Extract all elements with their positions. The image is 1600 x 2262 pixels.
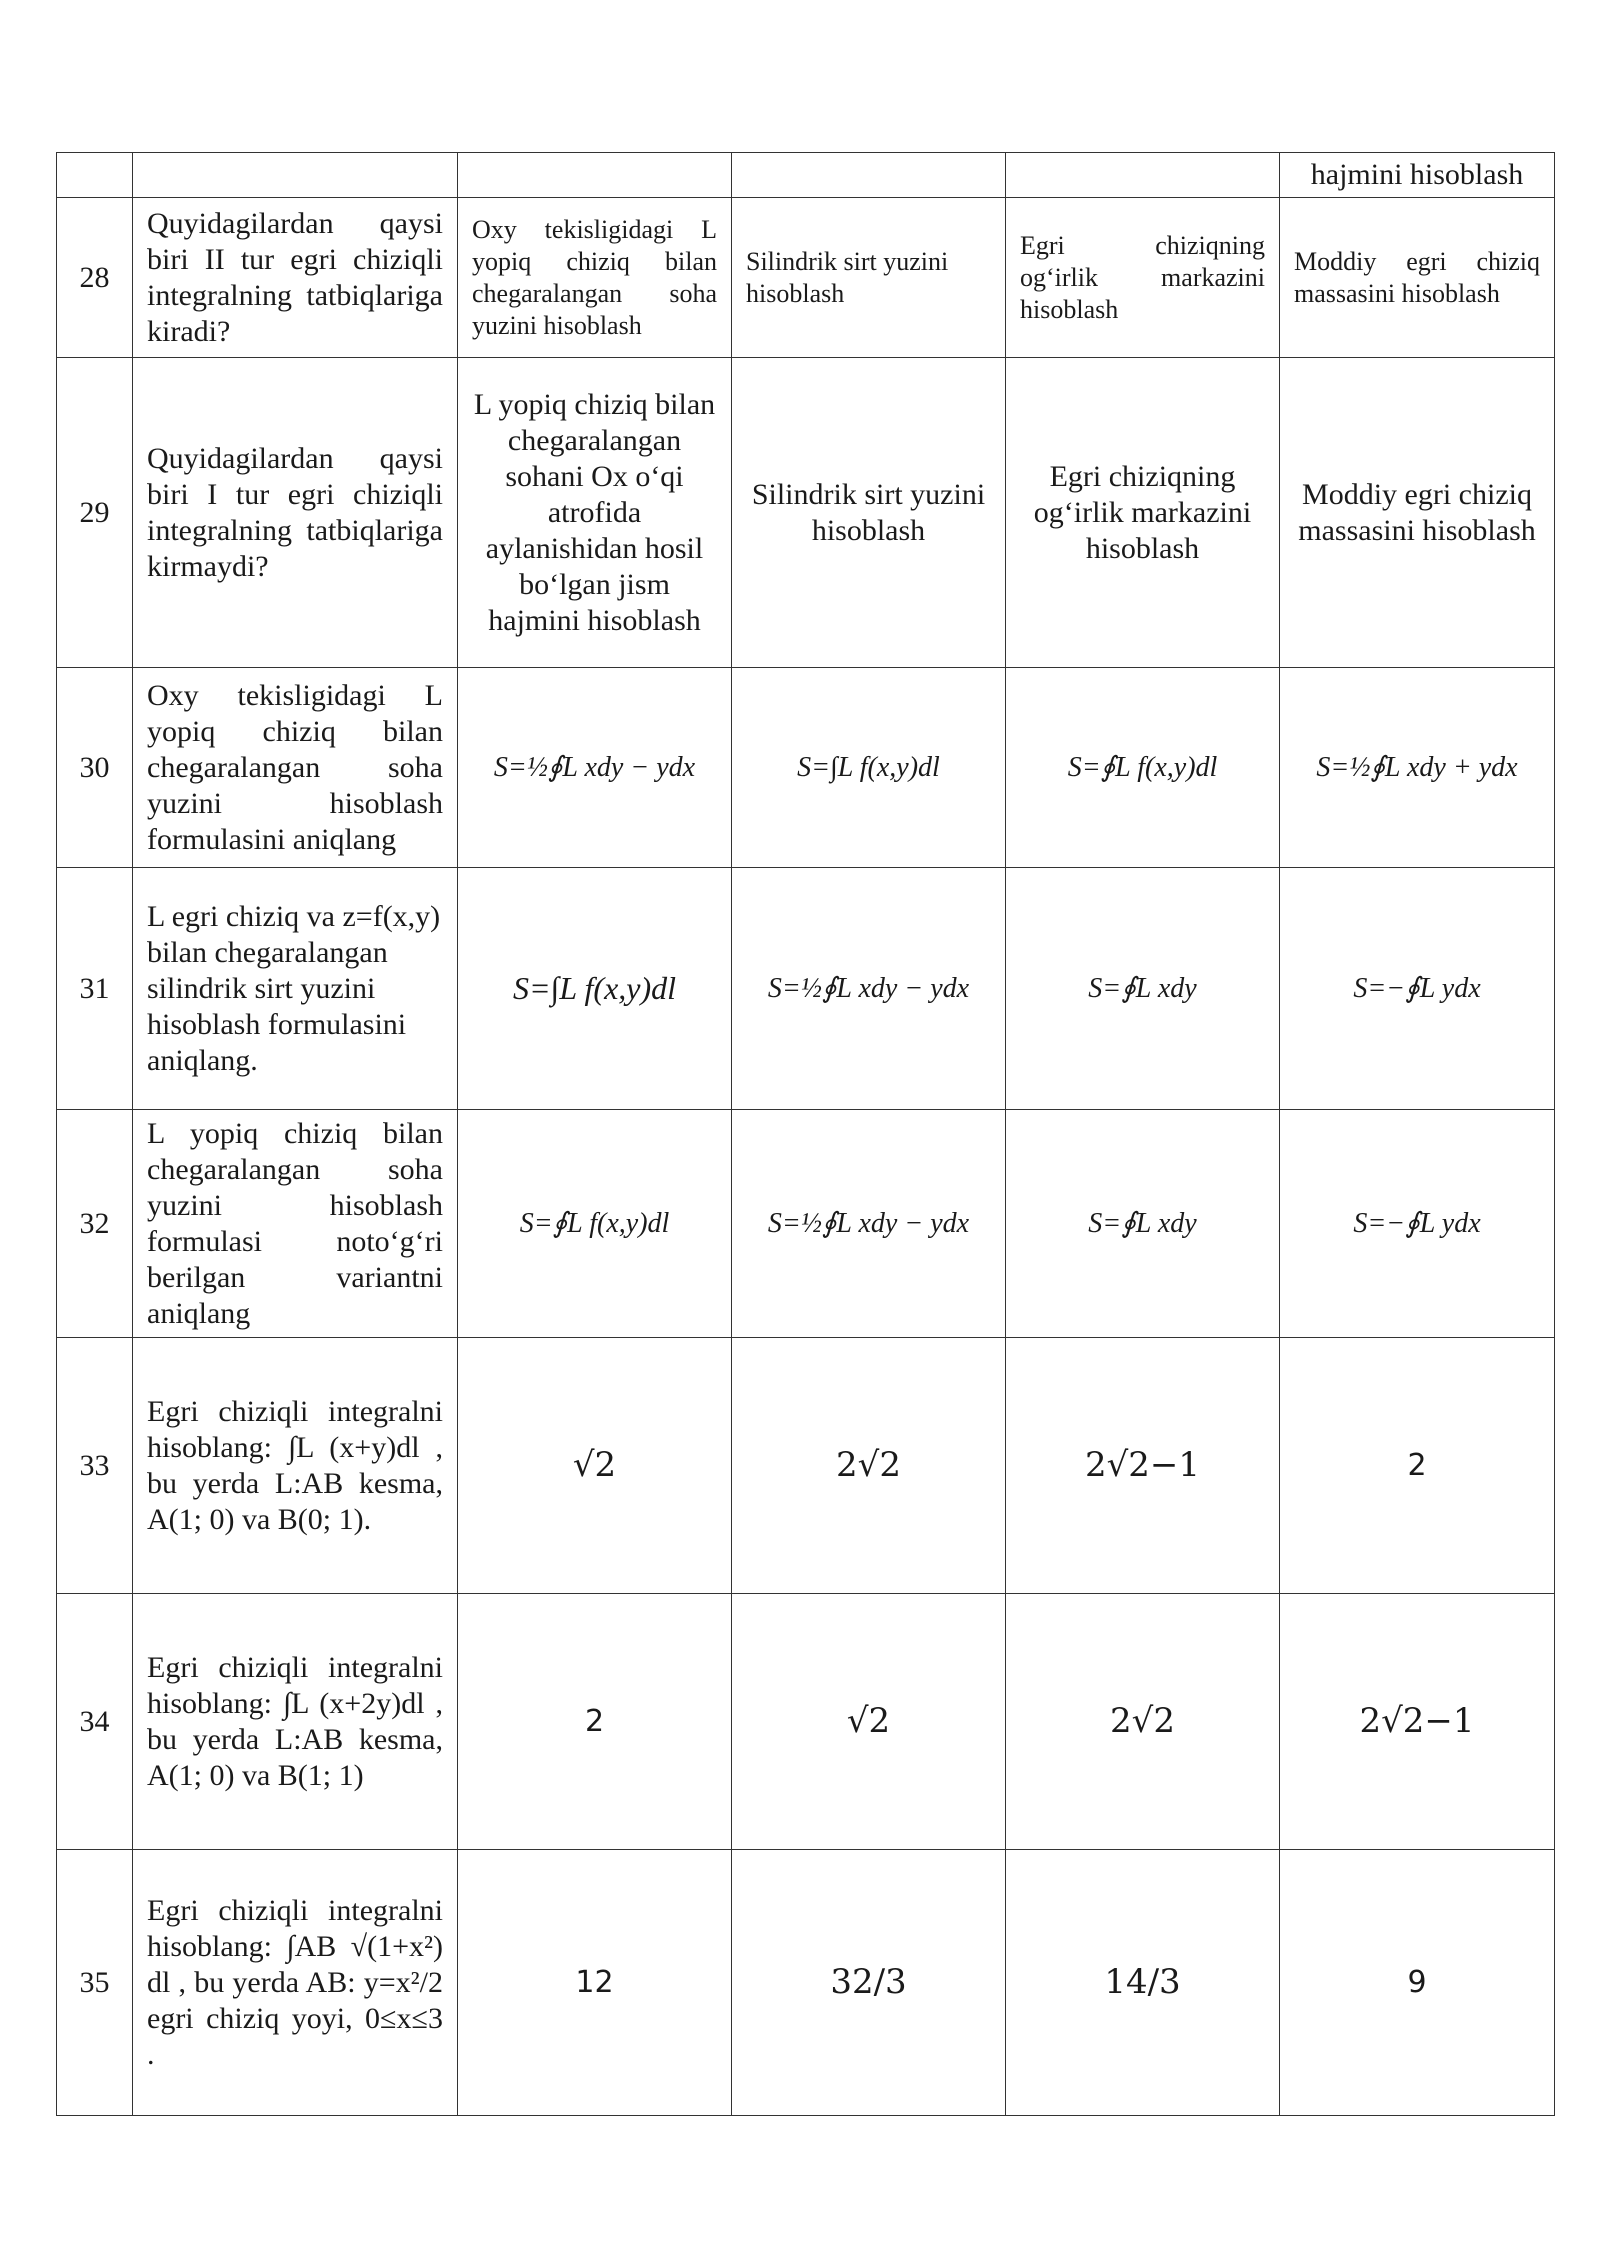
math-value: 2√2−1 <box>1359 1700 1475 1741</box>
table-cell <box>1280 153 1555 198</box>
table-cell <box>458 153 732 198</box>
formula: S=∮L xdy <box>1088 1208 1197 1239</box>
answer-b <box>732 1850 1006 2116</box>
question-number: 31 <box>57 868 133 1110</box>
answer-b: Silindrik sirt yuzini hisoblash <box>732 358 1006 668</box>
answer-c <box>1006 1110 1280 1338</box>
answer-a <box>458 868 732 1110</box>
answer-a <box>458 668 732 868</box>
question-text: Egri chiziqli integralni hisoblang: ∫AB √(1+x²) dl , bu yerda AB: y=x²/2 egri chiziq yoyi, 0≤x≤3 . <box>133 1850 458 2116</box>
table-row <box>57 868 1555 1110</box>
math-value: 12 <box>575 1964 614 2000</box>
cell-text: hajmini hisoblash <box>1310 158 1524 191</box>
question-text: Egri chiziqli integralni hisoblang: ∫L (x+y)dl , bu yerda L:AB kesma, A(1; 0) va B(0; 1). <box>133 1338 458 1594</box>
question-number: 34 <box>57 1594 133 1850</box>
table-cell <box>57 153 133 198</box>
answer-c <box>1006 1850 1280 2116</box>
math-value: 2√2 <box>1110 1700 1175 1741</box>
table-row <box>57 1850 1555 2116</box>
answer-d <box>1280 1594 1555 1850</box>
answer-a: Oxy tekisligidagi L yopiq chiziq bilan chegaralangan soha yuzini hisoblash <box>458 198 732 358</box>
question-text: L yopiq chiziq bilan chegaralangan soha yuzini hisoblash formulasi noto‘g‘ri berilgan variantni aniqlang <box>133 1110 458 1338</box>
table-row <box>57 358 1555 668</box>
answer-c <box>1006 1594 1280 1850</box>
question-number: 32 <box>57 1110 133 1338</box>
math-value: √2 <box>846 1700 891 1741</box>
answer-b <box>732 1594 1006 1850</box>
table-row <box>57 198 1555 358</box>
answer-c: Egri chiziqning og‘irlik markazini hisoblash <box>1006 198 1280 358</box>
formula: S=−∮L ydx <box>1353 973 1481 1004</box>
answer-c: Egri chiziqning og‘irlik markazini hisoblash <box>1006 358 1280 668</box>
answer-d: Moddiy egri chiziq massasini hisoblash <box>1280 358 1555 668</box>
math-value: 14/3 <box>1104 1961 1181 2002</box>
answer-b <box>732 668 1006 868</box>
table-row <box>57 153 1555 198</box>
math-value: 2 <box>1407 1447 1427 1483</box>
answer-b <box>732 1338 1006 1594</box>
formula: S=∮L f(x,y)dl <box>1067 752 1218 783</box>
math-value: 32/3 <box>830 1961 907 2002</box>
table-cell <box>1006 153 1280 198</box>
question-number: 28 <box>57 198 133 358</box>
formula: S=½∮L xdy + ydx <box>1316 752 1518 783</box>
formula: S=½∮L xdy − ydx <box>767 973 970 1004</box>
answer-a <box>458 1110 732 1338</box>
answer-a <box>458 1850 732 2116</box>
table-row <box>57 668 1555 868</box>
table-cell <box>133 153 458 198</box>
answer-c <box>1006 1338 1280 1594</box>
answer-c <box>1006 668 1280 868</box>
table-row <box>57 1338 1555 1594</box>
question-text: Egri chiziqli integralni hisoblang: ∫L (x+2y)dl , bu yerda L:AB kesma, A(1; 0) va B(1; 1) <box>133 1594 458 1850</box>
math-value: √2 <box>572 1444 617 1485</box>
answer-a: L yopiq chiziq bilan chegaralangan sohani Ox o‘qi atrofida aylanishidan hosil bo‘lgan jism hajmini hisoblash <box>458 358 732 668</box>
question-number: 33 <box>57 1338 133 1594</box>
formula: S=−∮L ydx <box>1353 1208 1481 1239</box>
question-text: Quyidagilardan qaysi biri II tur egri chiziqli integralning tatbiqlariga kiradi? <box>133 198 458 358</box>
question-number: 35 <box>57 1850 133 2116</box>
formula: S=∫L f(x,y)dl <box>797 752 940 783</box>
question-text: Oxy tekisligidagi L yopiq chiziq bilan chegaralangan soha yuzini hisoblash formulasini aniqlang <box>133 668 458 868</box>
formula: S=∫L f(x,y)dl <box>512 969 677 1006</box>
answer-b <box>732 868 1006 1110</box>
table-cell <box>732 153 1006 198</box>
question-number: 29 <box>57 358 133 668</box>
answer-d <box>1280 668 1555 868</box>
answer-b: Silindrik sirt yuzini hisoblash <box>732 198 1006 358</box>
table-row <box>57 1110 1555 1338</box>
question-text: L egri chiziq va z=f(x,y) bilan chegaralangan silindrik sirt yuzini hisoblash formulasini aniqlang. <box>133 868 458 1110</box>
math-value: 2√2−1 <box>1084 1444 1201 1485</box>
answer-c <box>1006 868 1280 1110</box>
formula: S=∮L xdy <box>1088 973 1197 1004</box>
formula: S=½∮L xdy − ydx <box>493 752 696 783</box>
answer-d <box>1280 1850 1555 2116</box>
question-number: 30 <box>57 668 133 868</box>
formula: S=½∮L xdy − ydx <box>767 1208 970 1239</box>
answer-b <box>732 1110 1006 1338</box>
table-row <box>57 1594 1555 1850</box>
math-value: 9 <box>1407 1964 1427 2000</box>
answer-d: Moddiy egri chiziq massasini hisoblash <box>1280 198 1555 358</box>
answer-a <box>458 1338 732 1594</box>
answer-d <box>1280 868 1555 1110</box>
formula: S=∮L f(x,y)dl <box>519 1208 670 1239</box>
questions-table <box>56 152 1555 2116</box>
question-text: Quyidagilardan qaysi biri I tur egri chiziqli integralning tatbiqlariga kirmaydi? <box>133 358 458 668</box>
answer-d <box>1280 1110 1555 1338</box>
math-value: 2√2 <box>836 1444 901 1485</box>
answer-d <box>1280 1338 1555 1594</box>
answer-a <box>458 1594 732 1850</box>
math-value: 2 <box>584 1703 605 1739</box>
